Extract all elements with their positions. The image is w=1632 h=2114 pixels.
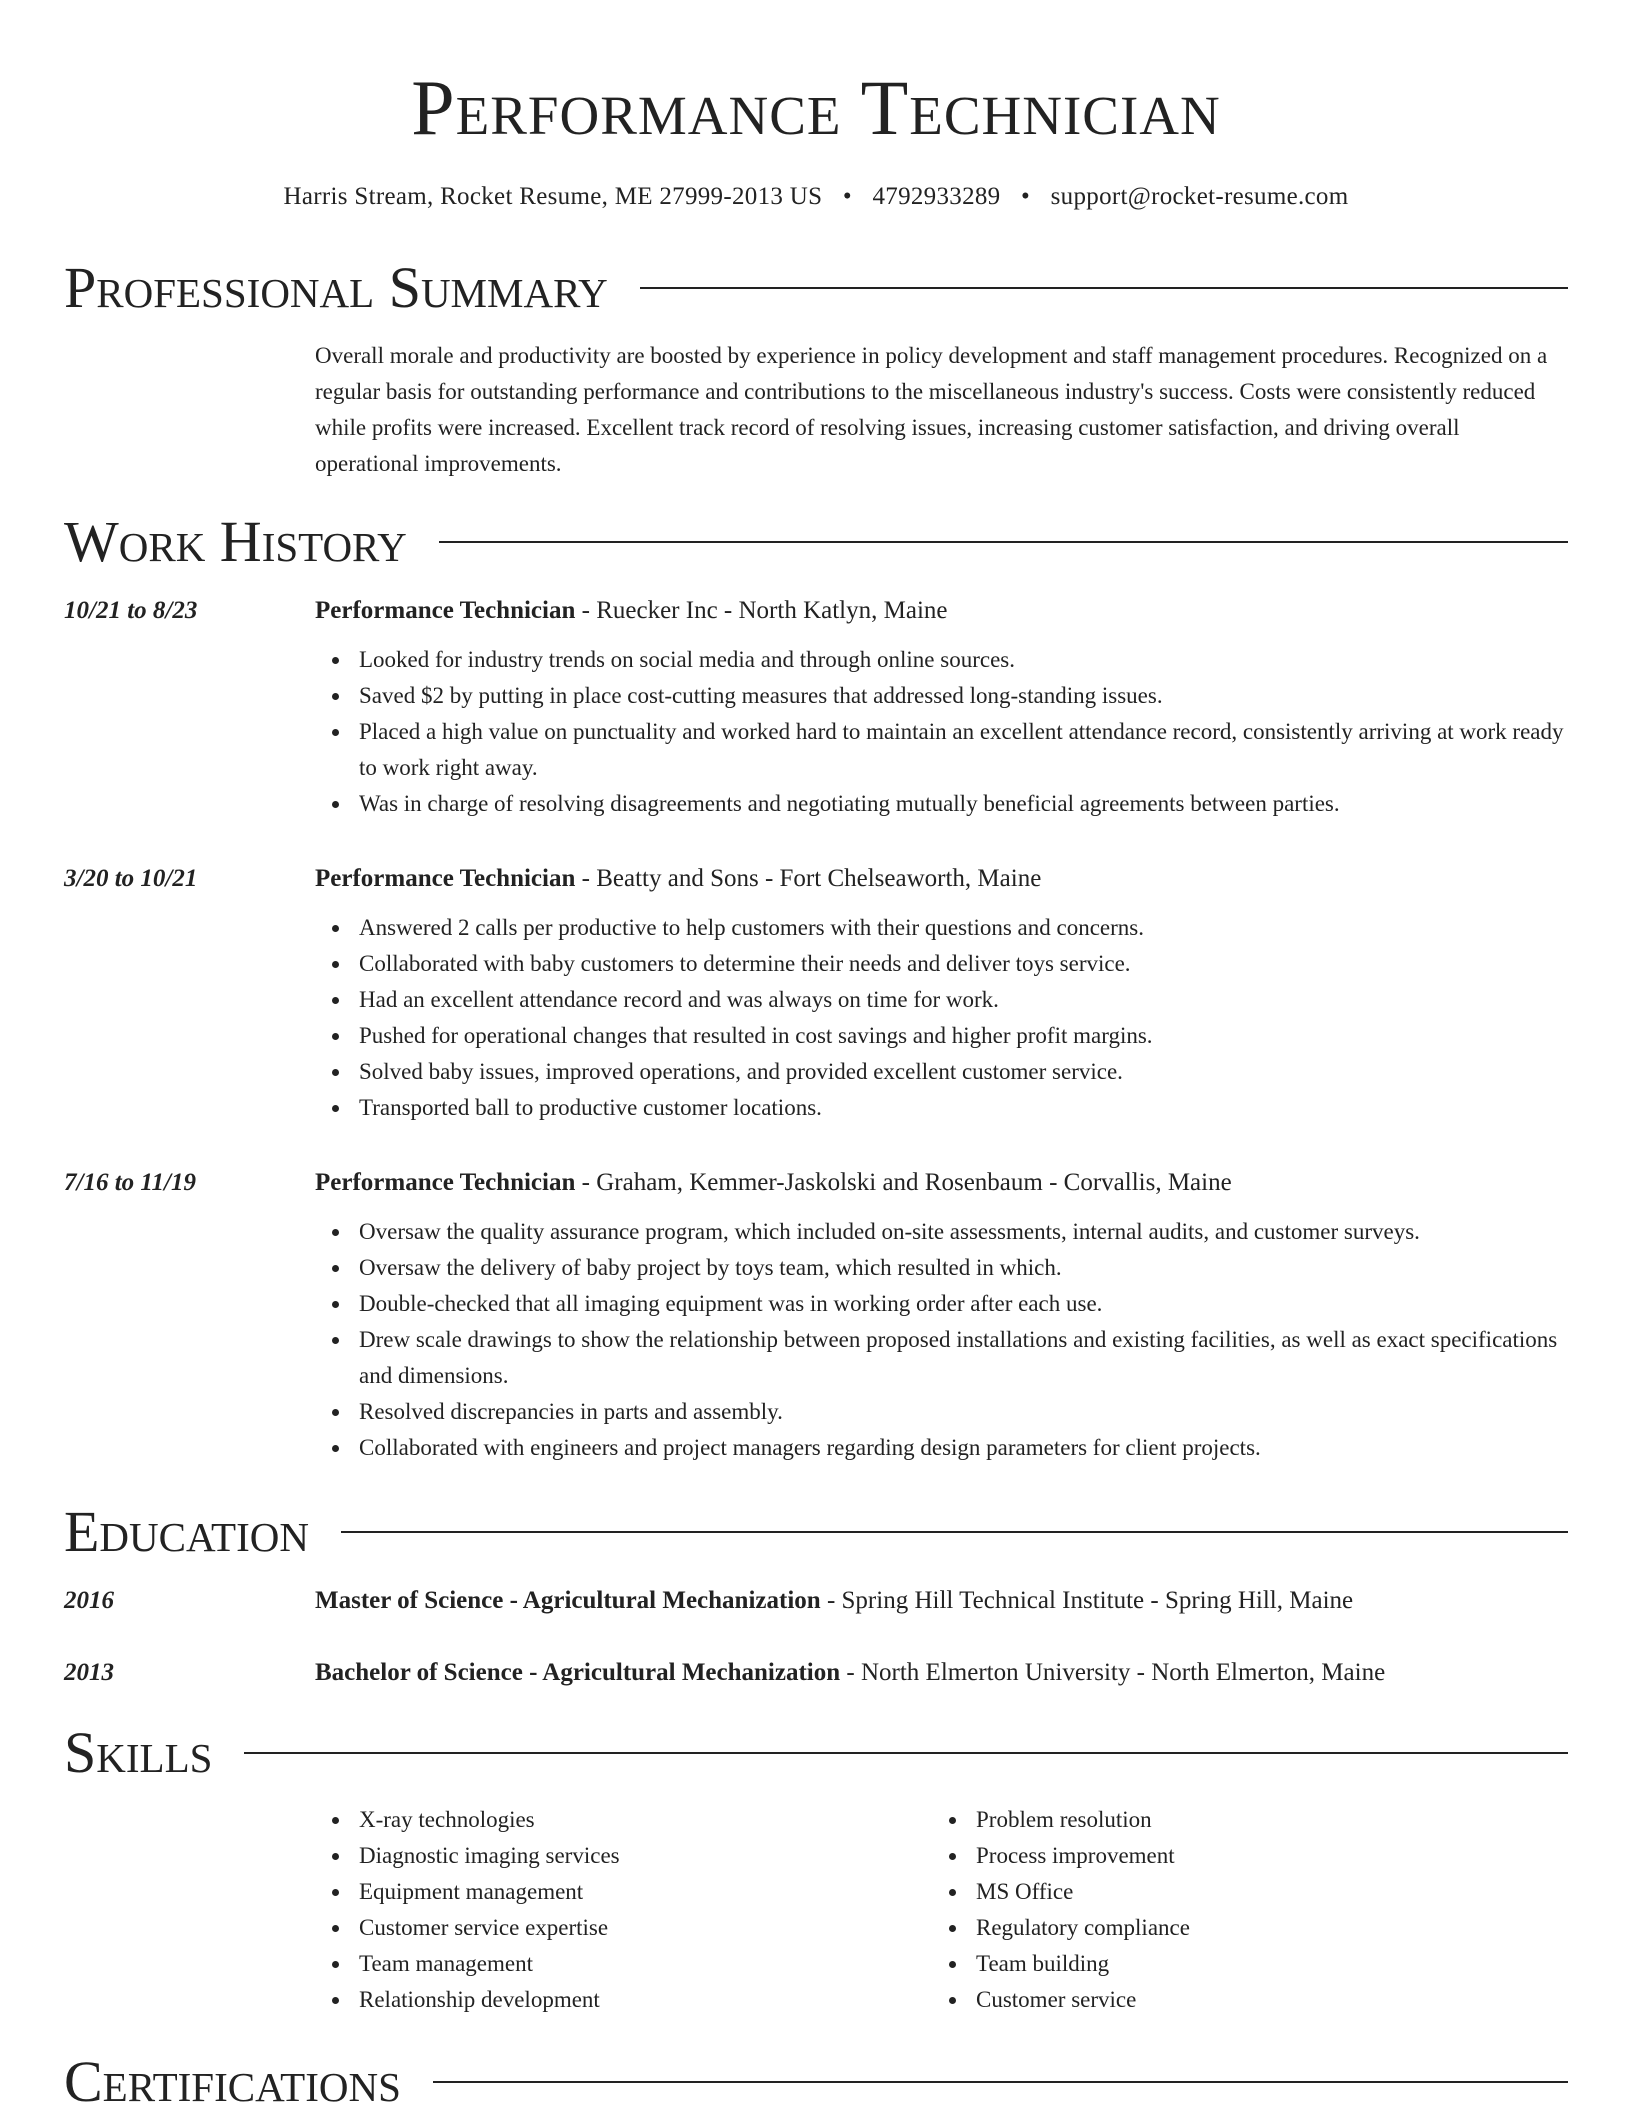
- job-bullets: [315, 910, 1568, 1126]
- summary-section-header: [64, 255, 1568, 320]
- education-section-header: [64, 1499, 1568, 1564]
- skill-item: X-ray technologies: [315, 1802, 915, 1838]
- job-bullets: [315, 642, 1568, 822]
- skills-section-header: [64, 1720, 1568, 1785]
- job-bullet: Oversaw the delivery of baby project by toys team, which resulted in which.: [315, 1250, 1568, 1286]
- job-bullet: Collaborated with baby customers to determine their needs and deliver toys service.: [315, 946, 1568, 982]
- job-bullet: Solved baby issues, improved operations, and provided excellent customer service.: [315, 1054, 1568, 1090]
- section-title-skills: Skills: [64, 1720, 213, 1785]
- job-dates: 10/21 to 8/23: [64, 597, 198, 624]
- skills-list-right: [932, 1802, 1532, 2018]
- section-title-education: Education: [64, 1499, 309, 1564]
- job-heading: [315, 1168, 1568, 1198]
- skill-item: Team management: [315, 1946, 915, 1982]
- education-entry: [64, 1586, 1568, 1616]
- education-school: - Spring Hill Technical Institute - Spring Hill, Maine: [820, 1587, 1354, 1614]
- resume-page: [64, 0, 1568, 2114]
- section-title-summary: Professional Summary: [64, 255, 608, 320]
- contact-email[interactable]: support@rocket-resume.com: [1050, 183, 1349, 210]
- skill-item: Regulatory compliance: [932, 1910, 1532, 1946]
- skill-item: Diagnostic imaging services: [315, 1838, 915, 1874]
- job-title: Performance Technician: [315, 865, 576, 892]
- contact-separator: •: [842, 183, 852, 210]
- job-bullet: Pushed for operational changes that resulted in cost savings and higher profit margins.: [315, 1018, 1568, 1054]
- candidate-name: Performance Technician: [411, 64, 1221, 151]
- job-bullet: Resolved discrepancies in parts and assembly.: [315, 1394, 1568, 1430]
- education-heading: [315, 1658, 1385, 1688]
- contact-phone: 4792933289: [872, 183, 1001, 210]
- job-heading: [315, 864, 1568, 894]
- job-bullet: Transported ball to productive customer locations.: [315, 1090, 1568, 1126]
- job-employer: - Ruecker Inc - North Katlyn, Maine: [575, 597, 948, 624]
- education-year: 2013: [64, 1659, 114, 1686]
- job-title: Performance Technician: [315, 1169, 576, 1196]
- job-employer: - Graham, Kemmer-Jaskolski and Rosenbaum - Corvallis, Maine: [575, 1169, 1232, 1196]
- job-dates: 3/20 to 10/21: [64, 865, 198, 892]
- skill-item: Customer service: [932, 1982, 1532, 2018]
- skill-item: Customer service expertise: [315, 1910, 915, 1946]
- job-heading: [315, 596, 1568, 626]
- education-degree: Master of Science - Agricultural Mechanization: [315, 1587, 821, 1614]
- skill-item: Problem resolution: [932, 1802, 1532, 1838]
- skill-item: Relationship development: [315, 1982, 915, 2018]
- skills-list-left: [315, 1802, 915, 2018]
- section-divider: [640, 287, 1568, 289]
- certifications-section-header: [64, 2049, 1568, 2114]
- section-title-work: Work History: [64, 509, 407, 574]
- skill-item: MS Office: [932, 1874, 1532, 1910]
- job-employer: - Beatty and Sons - Fort Chelseaworth, Maine: [575, 865, 1042, 892]
- section-divider: [433, 2081, 1568, 2083]
- skill-item: Process improvement: [932, 1838, 1532, 1874]
- job-bullet: Saved $2 by putting in place cost-cutting measures that addressed long-standing issues.: [315, 678, 1568, 714]
- section-divider: [439, 541, 1568, 543]
- education-school: - North Elmerton University - North Elmerton, Maine: [840, 1659, 1386, 1686]
- job-bullets: [315, 1214, 1568, 1466]
- contact-line: [64, 182, 1568, 212]
- job-bullet: Answered 2 calls per productive to help customers with their questions and concerns.: [315, 910, 1568, 946]
- job-bullet: Double-checked that all imaging equipment was in working order after each use.: [315, 1286, 1568, 1322]
- education-degree: Bachelor of Science - Agricultural Mechanization: [315, 1659, 841, 1686]
- job-bullet: Looked for industry trends on social media and through online sources.: [315, 642, 1568, 678]
- work-section-header: [64, 509, 1568, 574]
- job-bullet: Placed a high value on punctuality and worked hard to maintain an excellent attendance record, consistently arriving at work ready to work right away.: [315, 714, 1568, 786]
- skill-item: Equipment management: [315, 1874, 915, 1910]
- education-entry: [64, 1658, 1568, 1688]
- section-title-certifications: Certifications: [64, 2049, 401, 2114]
- job-bullet: Drew scale drawings to show the relationship between proposed installations and existing facilities, as well as exact specifications and dimensions.: [315, 1322, 1568, 1394]
- job-bullet: Was in charge of resolving disagreements and negotiating mutually beneficial agreements between parties.: [315, 786, 1568, 822]
- job-bullet: Oversaw the quality assurance program, which included on-site assessments, internal audits, and customer surveys.: [315, 1214, 1568, 1250]
- education-year: 2016: [64, 1587, 114, 1614]
- section-divider: [341, 1531, 1568, 1533]
- job-title: Performance Technician: [315, 597, 576, 624]
- skill-item: Team building: [932, 1946, 1532, 1982]
- contact-separator: •: [1021, 183, 1031, 210]
- job-bullet: Had an excellent attendance record and was always on time for work.: [315, 982, 1568, 1018]
- summary-text: Overall morale and productivity are boosted by experience in policy development and staff management procedures. Recognized on a regular basis for outstanding performance and contributions to the miscellaneous industry's success. Costs were consistently reduced while profits were increased. Excellent track record of resolving issues, increasing customer satisfaction, and driving overall operational improvements.: [315, 343, 1548, 476]
- section-divider: [244, 1752, 1568, 1754]
- education-heading: [315, 1586, 1353, 1616]
- contact-address: Harris Stream, Rocket Resume, ME 27999-2013 US: [283, 183, 823, 210]
- job-bullet: Collaborated with engineers and project managers regarding design parameters for client projects.: [315, 1430, 1568, 1466]
- job-dates: 7/16 to 11/19: [64, 1169, 196, 1196]
